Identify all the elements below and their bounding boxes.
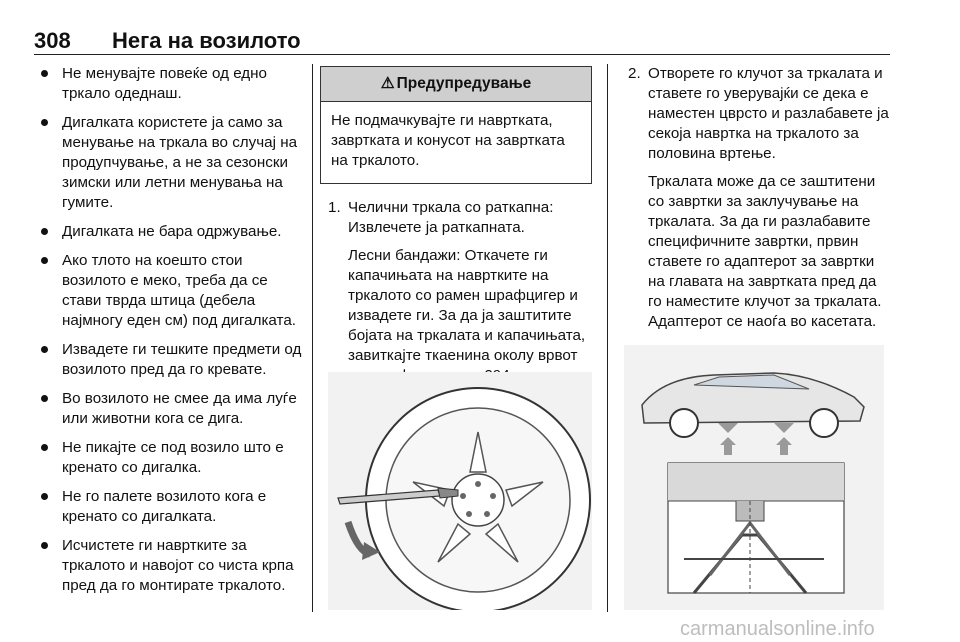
step-number: 2. [628,65,641,82]
rear-jack-marker [774,423,794,433]
list-item: Не го палете возилото кога е кренато со дигалката. [34,487,302,527]
column-divider [607,64,608,612]
header-rule [34,54,890,55]
list-item: Не менувајте повеќе од едно тркало одеднаш. [34,64,302,104]
car-jack-svg [624,345,884,610]
column-precautions [34,64,302,605]
warning-text: Не подмачкувајте ги навртката, завртката и конусот на завртката на тркалото. [331,112,565,169]
page-header [34,28,890,52]
front-jack-marker [718,423,738,433]
list-item: Дигалката не бара одржување. [34,222,302,242]
jack-point-arrows [720,437,792,455]
list-item: Дигалката користете ја само за менување на тркала во случај на продупчување, а не за сезонски зимски или летни менувања на гумите. [34,113,302,213]
step-1 [320,198,592,386]
warning-icon: ⚠ [380,75,395,92]
column-step-1 [320,64,592,394]
precaution-list [34,64,302,596]
screwdriver-tip [438,488,458,498]
list-item: Во возилото не смее да има луѓе или животни кога се дига. [34,389,302,429]
page-number: 308 [34,28,71,53]
list-item: Ако тлото на коешто стои возилото е меко, треба да се стави тврда штица (дебела најмногу еден см) под дигалката. [34,251,302,331]
column-divider [312,64,313,612]
warning-box [320,66,592,184]
step-number: 1. [328,199,341,216]
column-step-2 [620,64,892,340]
step-2-para-2: Тркалата може да се заштитени со завртки за заклучување на тркалата. За да ги разлабавите специфичните завртки, првин ставете го адаптерот за завртки на главата на завртката пред да го наместите клучот за тркалата. Адаптерот се наоѓа во касетата. [648,173,882,330]
car-jack-illustration [624,345,884,610]
step-2-para-1: Отворете го клучот за тркалата и ставете го уверувајќи се дека е наместен цврсто и разлабавете ја секоја навртка на тркалото за половина вртење. [648,65,889,162]
list-item: Извадете ги тешките предмети од возилото пред да го кревате. [34,340,302,380]
step-1-para-1: Челични тркала со раткапна: Извлечете ја раткапната. [348,199,554,236]
watermark: carmanualsonline.info [680,618,875,640]
warning-header [321,67,591,102]
warning-title: Предупредување [396,75,532,92]
step-1-para-2: Лесни бандажи: Откачете ги капачињата на навртките на тркалото со рамен шрафцигер и извадете ги. За да ја заштитите бојата на тркалата и капачињата, завиткајте ткаенина околу врвот [348,246,592,386]
step-2 [620,64,892,332]
page-title: Нега на возилото [112,28,301,53]
sill-section [668,463,844,501]
wheel-cap-removal-illustration [328,372,592,610]
front-wheel [670,409,698,437]
list-item: Не пикајте се под возило што е кренато со дигалка. [34,438,302,478]
wheel-illustration-svg [328,372,592,610]
list-item: Исчистете ги навртките за тркалото и навојот со чиста крпа пред да го монтирате тркалото. [34,536,302,596]
rear-wheel [810,409,838,437]
